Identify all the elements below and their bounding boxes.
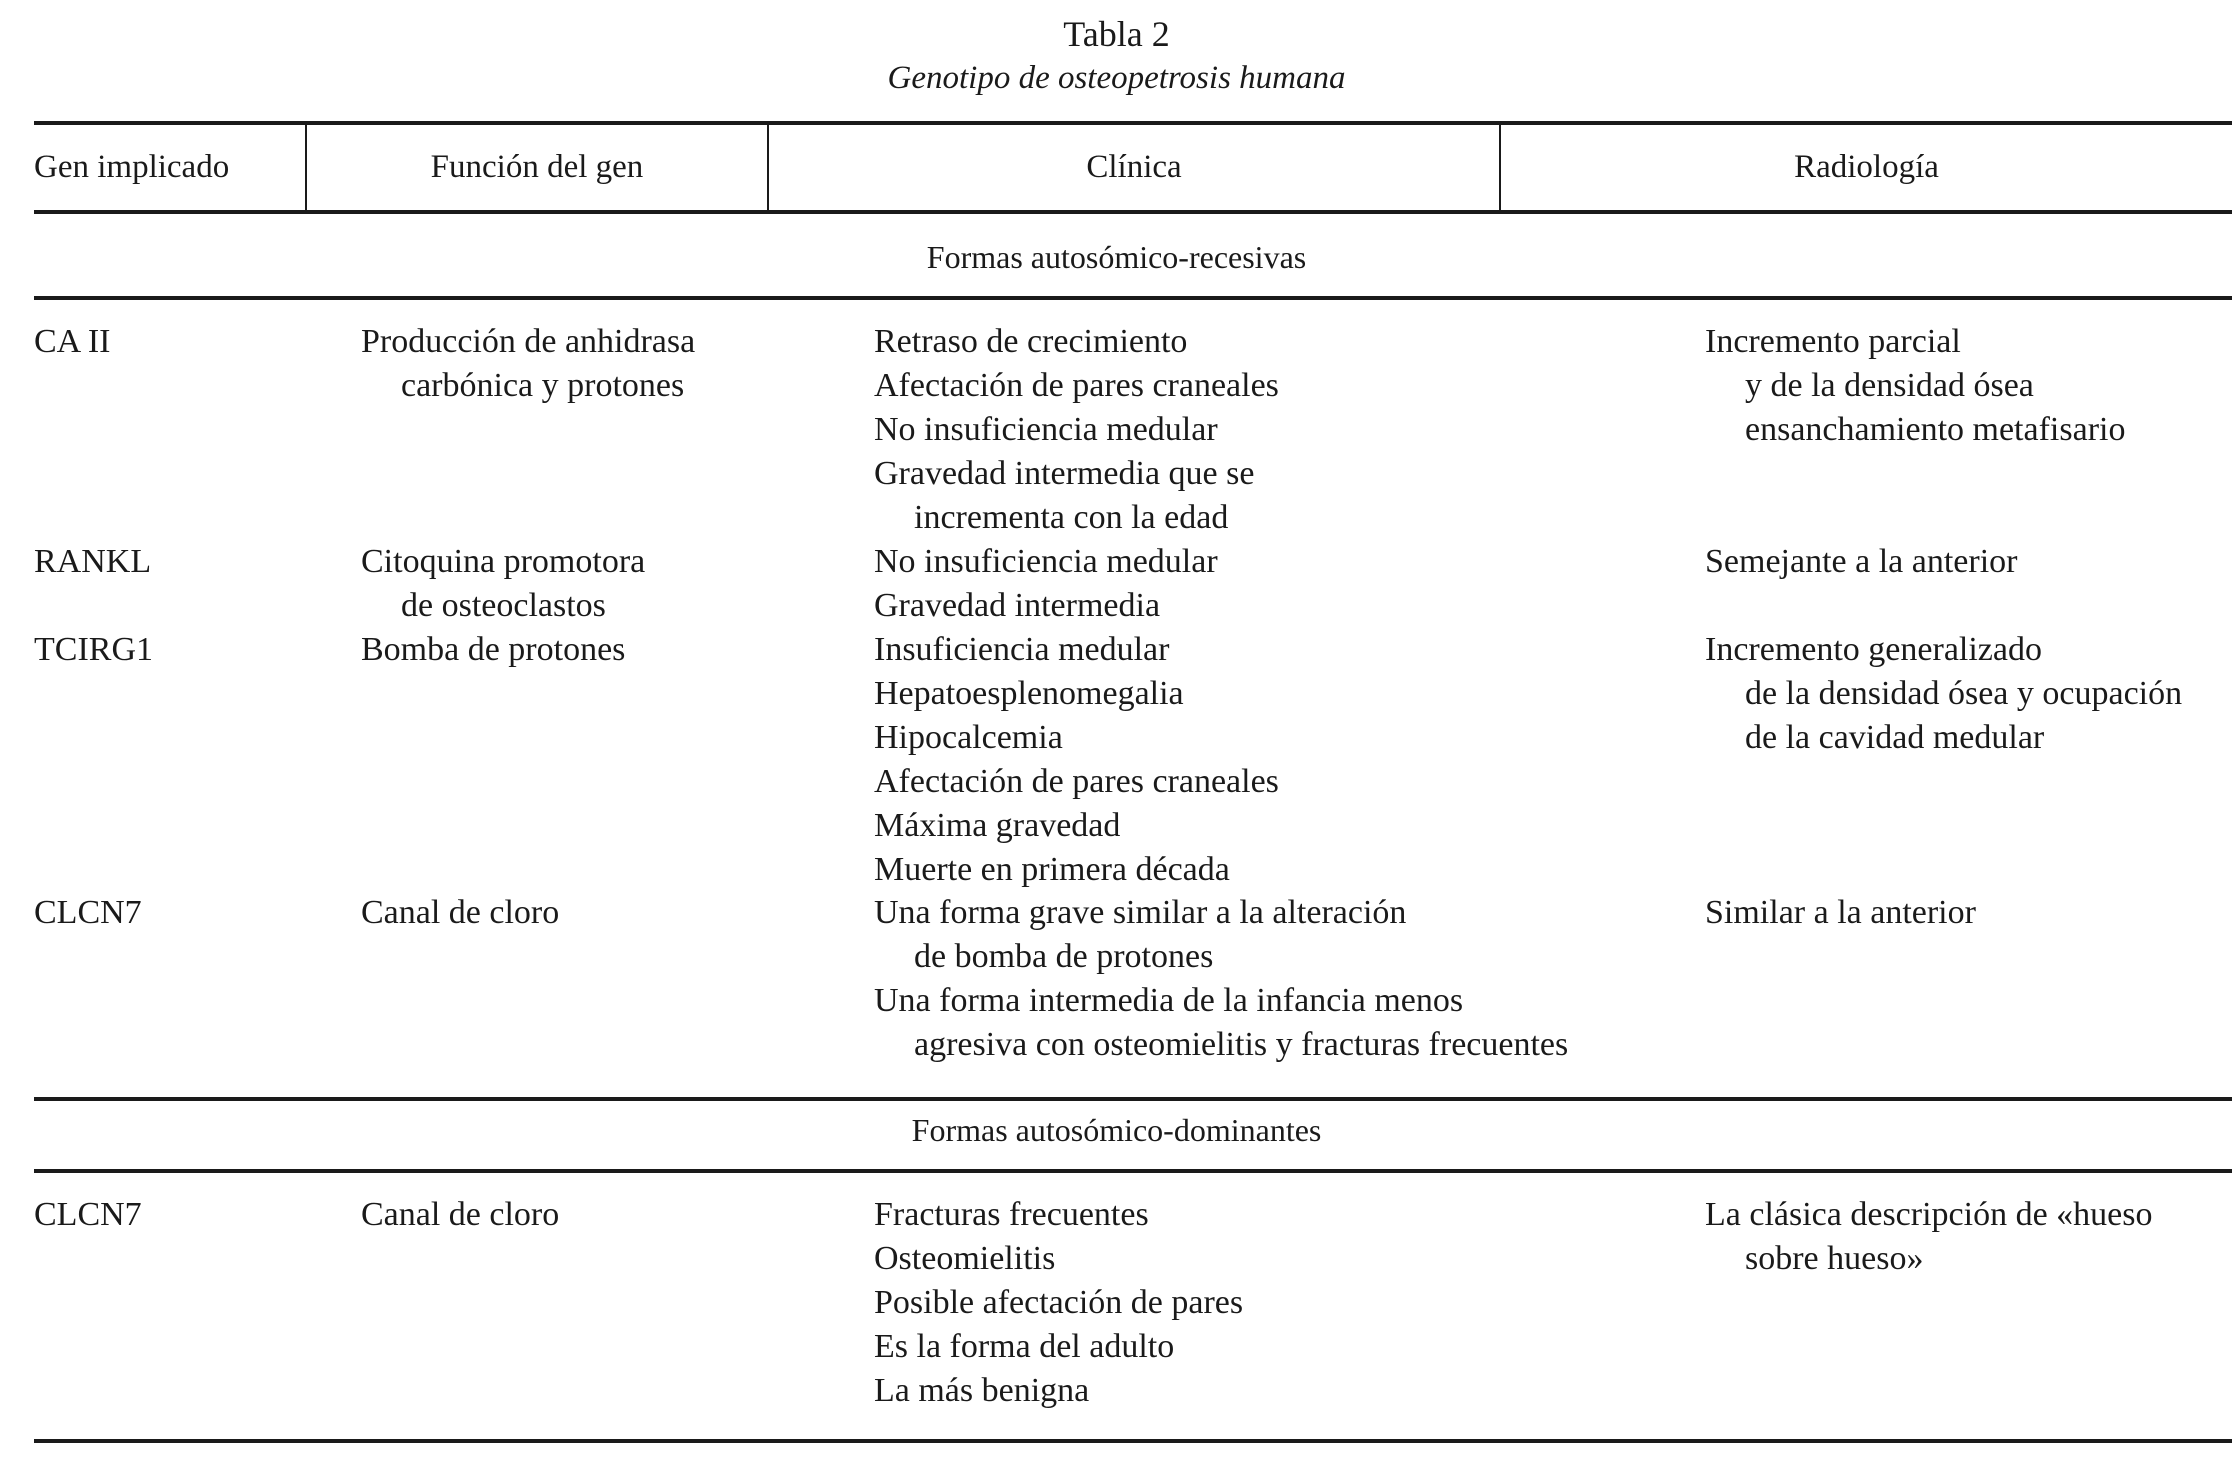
cell-radiology [1705, 1193, 2152, 1281]
line: Afectación de pares craneales [874, 367, 1279, 404]
line: Muerte en primera década [874, 851, 1230, 888]
line: Gravedad intermedia que se [874, 455, 1255, 492]
cell-function [361, 628, 625, 672]
line: Una forma intermedia de la infancia menos [874, 982, 1464, 1019]
line: La más benigna [874, 1372, 1090, 1409]
line: Similar a la anterior [1705, 894, 1976, 931]
cell-function [361, 540, 645, 628]
table-subtitle: Genotipo de osteopetrosis humana [887, 60, 1346, 96]
cell-gene: CA II [34, 323, 111, 360]
cell-radiology [1705, 540, 2017, 584]
line: Bomba de protones [361, 631, 626, 668]
line: No insuficiencia medular [874, 543, 1218, 580]
cell-clinical [874, 891, 1568, 1067]
line: Fracturas frecuentes [874, 1196, 1149, 1233]
cell-clinical [874, 1193, 1243, 1413]
cell-gene: CLCN7 [34, 1196, 142, 1233]
line: La clásica descripción de «hueso [1705, 1196, 2153, 1233]
table-title: Tabla 2 [1063, 14, 1170, 54]
line: de osteoclastos [401, 587, 606, 624]
line: y de la densidad ósea [1745, 367, 2034, 404]
cell-clinical [874, 540, 1218, 628]
line: Una forma grave similar a la alteración [874, 894, 1407, 931]
line: No insuficiencia medular [874, 411, 1218, 448]
line: Canal de cloro [361, 1196, 560, 1233]
cell-radiology [1705, 320, 2125, 452]
cell-clinical [874, 628, 1279, 892]
line: Retraso de crecimiento [874, 323, 1188, 360]
cell-radiology [1705, 891, 1976, 935]
line: Insuficiencia medular [874, 631, 1170, 668]
section-rule-recessive [34, 296, 2232, 300]
header-clinical: Clínica [1086, 149, 1182, 185]
line: carbónica y protones [401, 367, 685, 404]
section-label-dominant: Formas autosómico-dominantes [911, 1112, 1322, 1148]
line: de la cavidad medular [1745, 719, 2045, 756]
line: Es la forma del adulto [874, 1328, 1175, 1365]
cell-function [361, 1193, 559, 1237]
line: Producción de anhidrasa [361, 323, 696, 360]
header-top-rule [34, 121, 2232, 125]
line: Hipocalcemia [874, 719, 1063, 756]
section-label-recessive: Formas autosómico-recesivas [926, 239, 1307, 275]
line: sobre hueso» [1745, 1240, 1924, 1277]
cell-function [361, 320, 695, 408]
table-bottom-rule [34, 1439, 2232, 1443]
line: Incremento parcial [1705, 323, 1961, 360]
cell-gene: CLCN7 [34, 894, 142, 931]
line: Afectación de pares craneales [874, 763, 1279, 800]
line: Posible afectación de pares [874, 1284, 1244, 1321]
line: Incremento generalizado [1705, 631, 2042, 668]
cell-function [361, 891, 559, 935]
header-radiology: Radiología [1794, 149, 1939, 185]
line: Osteomielitis [874, 1240, 1056, 1277]
line: de la densidad ósea y ocupación [1745, 675, 2183, 712]
line: incrementa con la edad [914, 499, 1229, 536]
line: Gravedad intermedia [874, 587, 1161, 624]
header-function: Función del gen [430, 149, 644, 185]
line: Semejante a la anterior [1705, 543, 2018, 580]
cell-clinical [874, 320, 1279, 540]
header-bottom-rule [34, 210, 2232, 214]
line: Hepatoesplenomegalia [874, 675, 1184, 712]
section-rule-dominant-top [34, 1097, 2232, 1101]
line: Canal de cloro [361, 894, 560, 931]
section-rule-dominant-bottom [34, 1169, 2232, 1173]
header-gene: Gen implicado [34, 149, 230, 185]
line: Citoquina promotora [361, 543, 646, 580]
line: Máxima gravedad [874, 807, 1121, 844]
cell-gene: TCIRG1 [34, 631, 153, 668]
cell-gene: RANKL [34, 543, 152, 580]
line: de bomba de protones [914, 938, 1214, 975]
line: ensanchamiento metafisario [1745, 411, 2126, 448]
line: agresiva con osteomielitis y fracturas frecuentes [914, 1026, 1569, 1063]
cell-radiology [1705, 628, 2182, 760]
